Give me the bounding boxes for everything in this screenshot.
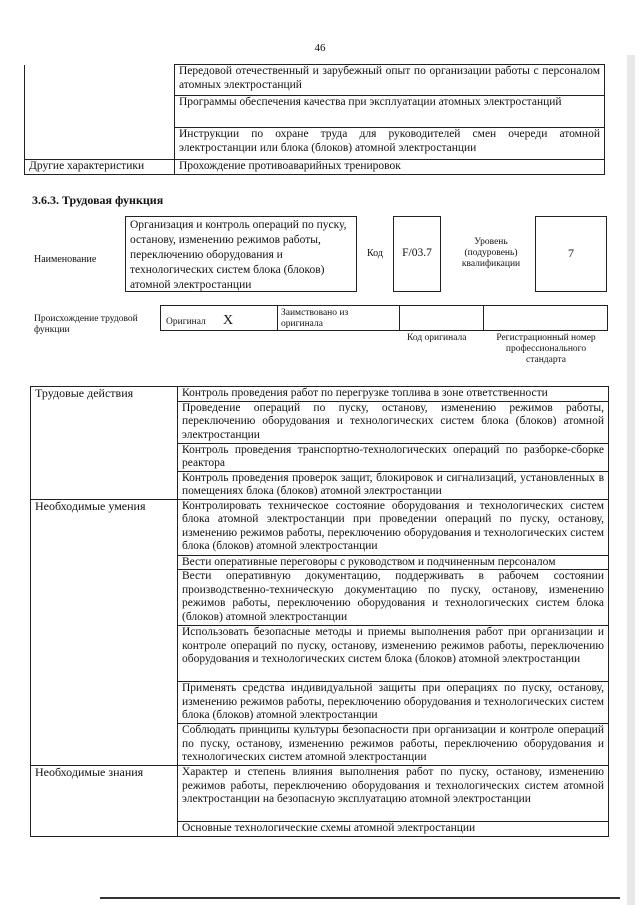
section-title: 3.6.3. Трудовая функция (32, 193, 164, 207)
other-characteristics-value: Прохождение противоаварийных тренировок (175, 160, 605, 175)
origin-divider (399, 306, 400, 330)
table-row: Вести оперативные переговоры с руководством и подчиненным персоналом (178, 555, 609, 570)
original-mark: X (223, 313, 234, 328)
function-name: Организация и контроль операций по пуску, останову, изменению режимов работы, переключению оборудования и технологических систем блока (блоков) атомной электростанции (125, 216, 357, 292)
page-number: 46 (314, 42, 326, 54)
origin-divider (483, 306, 484, 330)
table-row: Характер и степень влияния выполнения работ по пуску, останову, изменению режимов работы, переключению оборудования и технологических систем атомной электростанции на безопасную эксплуатацию атомной электростанции (178, 766, 609, 822)
original-label: Оригинал (166, 317, 206, 327)
table-row: Применять средства индивидуальной защиты при операциях по пуску, останову, изменению режимов работы, переключению оборудования и технологических систем блока (блоков) атомной электростанции (178, 682, 609, 724)
other-characteristics-label: Другие характеристики (25, 160, 175, 175)
table-row: Контроль проведения проверок защит, блокировок и сигнализаций, установленных в помещениях блока (блоков) атомной электростанции (178, 471, 609, 499)
code-label: Код (367, 248, 383, 259)
table-row: Контроль проведения транспортно-технологических операций по разборке-сборке реактора (178, 443, 609, 471)
code-original-label: Код оригинала (407, 333, 467, 343)
top-table (24, 64, 605, 175)
table-row: Контролировать техническое состояние оборудования и технологических систем блока атомной электростанции при проведении операций по пуску, останову, изменению режимов работы, переключению оборудования и технологических систем блока (блоков) атомной электростанции (178, 499, 609, 555)
level-value: 7 (535, 216, 607, 292)
origin-divider (277, 306, 278, 330)
name-label: Наименование (34, 254, 97, 265)
origin-box (160, 305, 608, 331)
origin-label: Происхождение трудовой функции (34, 314, 138, 335)
top-table-row: Программы обеспечения качества при эксплуатации атомных электростанций (175, 96, 605, 128)
knowledge-label: Необходимые знания (31, 766, 178, 837)
table-row: Основные технологические схемы атомной электростанции (178, 822, 609, 837)
table-row: Проведение операций по пуску, останову, изменению режимов работы, переключению оборудования и технологических систем блока (блоков) атомной электростанции (178, 401, 609, 443)
labor-actions-label: Трудовые действия (31, 387, 178, 500)
top-table-row: Передовой отечественный и зарубежный опыт по организации работы с персоналом атомных электростанций (175, 65, 605, 96)
top-table-row: Инструкции по охране труда для руководителей смен очереди атомной электростанции или блока (блоков) атомной электростанции (175, 128, 605, 160)
scan-edge (627, 55, 635, 905)
code-value: F/03.7 (393, 216, 441, 292)
table-row: Соблюдать принципы культуры безопасности при организации и контроле операций по пуску, останову, изменению режимов работы, переключению оборудования и технологических систем атомной электростанции (178, 724, 609, 766)
reg-number-label: Регистрационный номер профессионального стандарта (496, 333, 596, 365)
skills-label: Необходимые умения (31, 499, 178, 766)
table-row: Контроль проведения работ по перегрузке топлива в зоне ответственности (178, 387, 609, 402)
page-bottom-line (100, 897, 620, 899)
table-row: Вести оперативную документацию, поддерживать в рабочем состоянии производственно-техническую документацию по пуску, останову, изменению режимов работы, переключению оборудования и технологических систем блока (блоков) атомной электростанции (178, 570, 609, 626)
main-table (30, 386, 609, 837)
level-label: Уровень (подуровень) квалификации (461, 237, 521, 269)
table-row: Использовать безопасные методы и приемы выполнения работ при организации и контроле операций по пуску, останову, изменению режимов работы, переключению оборудования и технологических систем блока (блоков) атомной электростанции (178, 626, 609, 682)
borrowed-label: Заимствовано из оригинала (281, 308, 349, 329)
top-table-empty-cell (25, 65, 175, 160)
